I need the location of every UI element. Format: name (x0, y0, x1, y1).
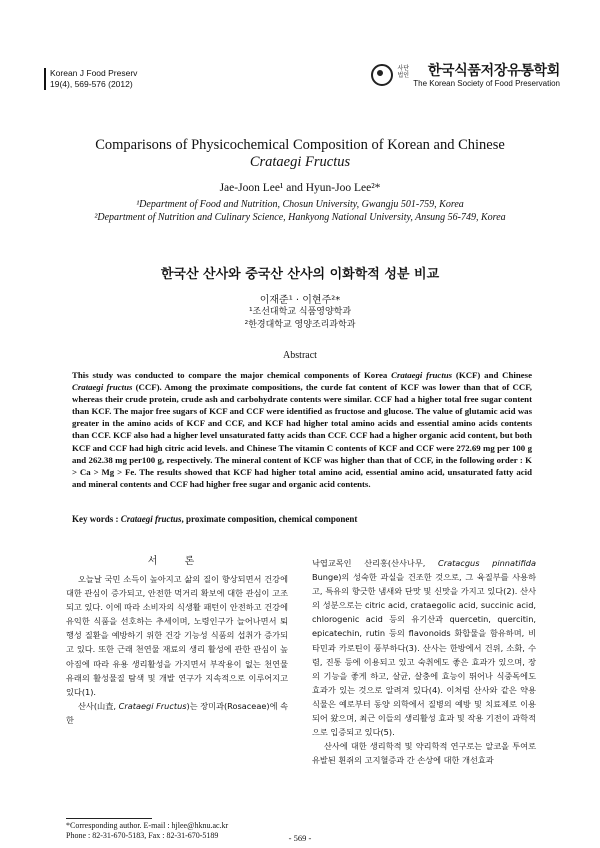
abstract-text: (KCF) and Chinese (452, 370, 532, 380)
intro-paragraph-2 (66, 699, 288, 727)
paragraph-text: 낙엽교목인 산리홍(산사나무, (312, 558, 438, 568)
paragraph-italic: Cratacgus pinnatifida (438, 558, 536, 568)
paragraph-text: Bunge)의 성숙한 과실을 건조한 것으로, 그 육질부를 사용하고, 특유의 향긋한 냄새와 단맛 및 신맛을 가지고 있다(2). 산사의 성분으로는 citric acid, crataegolic acid, succinic acid, chlorogenic acid 등의 유기산과 quercetin, quercitin, epicatechin, rutin 등의 flavonoids 화합물을 함유하며, 비타민과 카로틴이 풍부하다(3). 산사는 한방에서 건위, 소화, 수렴, 진통 등에 이용되고 있고 숙취에도 좋은 효과가 있으며, 장의 기능을 좋게 하고, 살균, 살충에 효능이 뛰어나 식중독에도 효과가 있는 것으로 알려져 있다(4). 이처럼 산사와 같은 약용식물은 예로부터 동양 의학에서 질병의 예방 및 치료제로 이용되어 왔으며, 최근 이들의 생리활성 효과 및 작용 기전이 과학적으로 입증되고 있다(5). (312, 572, 536, 738)
abstract-body (72, 369, 532, 490)
keywords-label: Key words : (72, 514, 121, 524)
abstract-text: This study was conducted to compare the major chemical components of Korea (72, 370, 392, 380)
paragraph-text: 산사(山査, (78, 700, 119, 711)
korean-affiliation-1: ¹조선대학교 식품영양학과 (248, 307, 352, 317)
korean-affiliations (0, 306, 600, 332)
intro-paragraph-1: 오늘날 국민 소득이 높아지고 삶의 질이 향상되면서 건강에 대한 관심이 증가되고, 안전한 먹거리 확보에 대한 관심이 고조되고 있다. 이에 따라 소비자의 식생활 패턴이 안전하고 건강에 유익한 식품을 선호하는 추세이며, 노령인구가 늘어나면서 퇴행성 질환을 예방하기 위한 건강 기능성 식품의 섭취가 증가되고 있다. 또한 근래 천연물 재료의 생리 활성에 관한 관심이 높아짐에 따라 유용 생리활성을 가지면서 부작용이 없는 천연물 유래의 활성물질 탐색 및 개발 연구가 지속적으로 이루어지고 있다(1). (66, 574, 288, 697)
affiliation-1: ¹Department of Food and Nutrition, Chosun University, Gwangju 501-759, Korea (136, 199, 464, 210)
section-heading-introduction: 서 론 (147, 556, 207, 567)
society-logo (371, 63, 560, 89)
journal-volume: 19(4), 569-576 (2012) (50, 79, 133, 89)
abstract-italic: Crataegi fructus (72, 382, 133, 393)
author-list: Jae-Joon Lee¹ and Hyun-Joo Lee²* (219, 182, 381, 194)
page-number: - 569 - (288, 833, 312, 843)
korean-authors: 이재준¹ · 이현주²* (259, 295, 341, 306)
affiliations (0, 198, 600, 224)
title-line-2: Crataegi Fructus (249, 154, 351, 170)
left-column (66, 572, 288, 727)
footnote-divider (66, 818, 152, 819)
paragraph-text: )는 장미과(Rosaceae)에 속한 (66, 700, 289, 725)
keywords-italic: Crataegi fructus (120, 514, 182, 524)
intro-paragraph-continued (312, 556, 536, 739)
affiliation-2: ²Department of Nutrition and Culinary Science, Hankyong National University, Ansung 56-749, Korea (94, 212, 506, 223)
journal-citation (44, 68, 137, 90)
paper-title (0, 137, 600, 171)
abstract-heading: Abstract (283, 350, 317, 361)
journal-name: Korean J Food Preserv (50, 68, 138, 78)
keywords-rest: , proximate composition, chemical component (181, 514, 358, 524)
society-name-english: The Korean Society of Food Preservation (413, 79, 560, 88)
abstract-text: (CCF). Among the proximate compositions, the curde fat content of KCF was lower than that of CCF, whereas their crude protein, crude ash and carbohydrate contents were similar. CCF had a higher total free sugar content than KCF. The major free sugars of KCF and CCF were identified as fructose and glucose. The value of glutamic acid was greater in the amino acids of KCF and CCF, and KCF had higher total amino acids and essential amino acids contents than CCF. KCF also had a higher level unsaturated fatty acids than CCF. CCF had a higher organic acid content, but both KCF and CCF had high citric acid levels. and Chinese The vitamin C contents of KCF and CCF were 272.69 mg per 100 g and 262.38 mg per100 g, respectively. The mineral content of KCF was higher than that of CCF, in the following order : K > Ca > Mg > Fe. The results showed that KCF had higher total amino acid, essential amino acid, unsaturated fatty acid and mineral contents and CCF had higher free sugar and organic acid contents. (72, 382, 532, 489)
footnote-email: *Corresponding author. E-mail : hjlee@hknu.ac.kr (66, 821, 229, 830)
paragraph-italic: Crataegi Fructus (118, 700, 187, 711)
abstract-italic: Crataegi fructus (391, 370, 453, 380)
korean-title: 한국산 산사와 중국산 산사의 이화학적 성분 비교 (160, 267, 440, 282)
korean-affiliation-2: ²한경대학교 영양조리과학과 (244, 320, 356, 330)
society-seal-icon (371, 64, 393, 86)
intro-paragraph-3: 산사에 대한 생리학적 및 약리학적 연구로는 알코올 투여로 유발된 흰쥐의 고지혈증과 간 손상에 대한 개선효과 (312, 741, 536, 766)
footnote-phone: Phone : 82-31-670-5183, Fax : 82-31-670-5189 (66, 831, 219, 840)
right-column (312, 556, 536, 767)
society-small-label: 사단법인 (397, 65, 410, 79)
keywords (72, 514, 532, 524)
society-name-korean: 한국식품저장유통학회 (427, 63, 560, 79)
title-line-1: Comparisons of Physicochemical Composition of Korean and Chinese (95, 137, 505, 153)
